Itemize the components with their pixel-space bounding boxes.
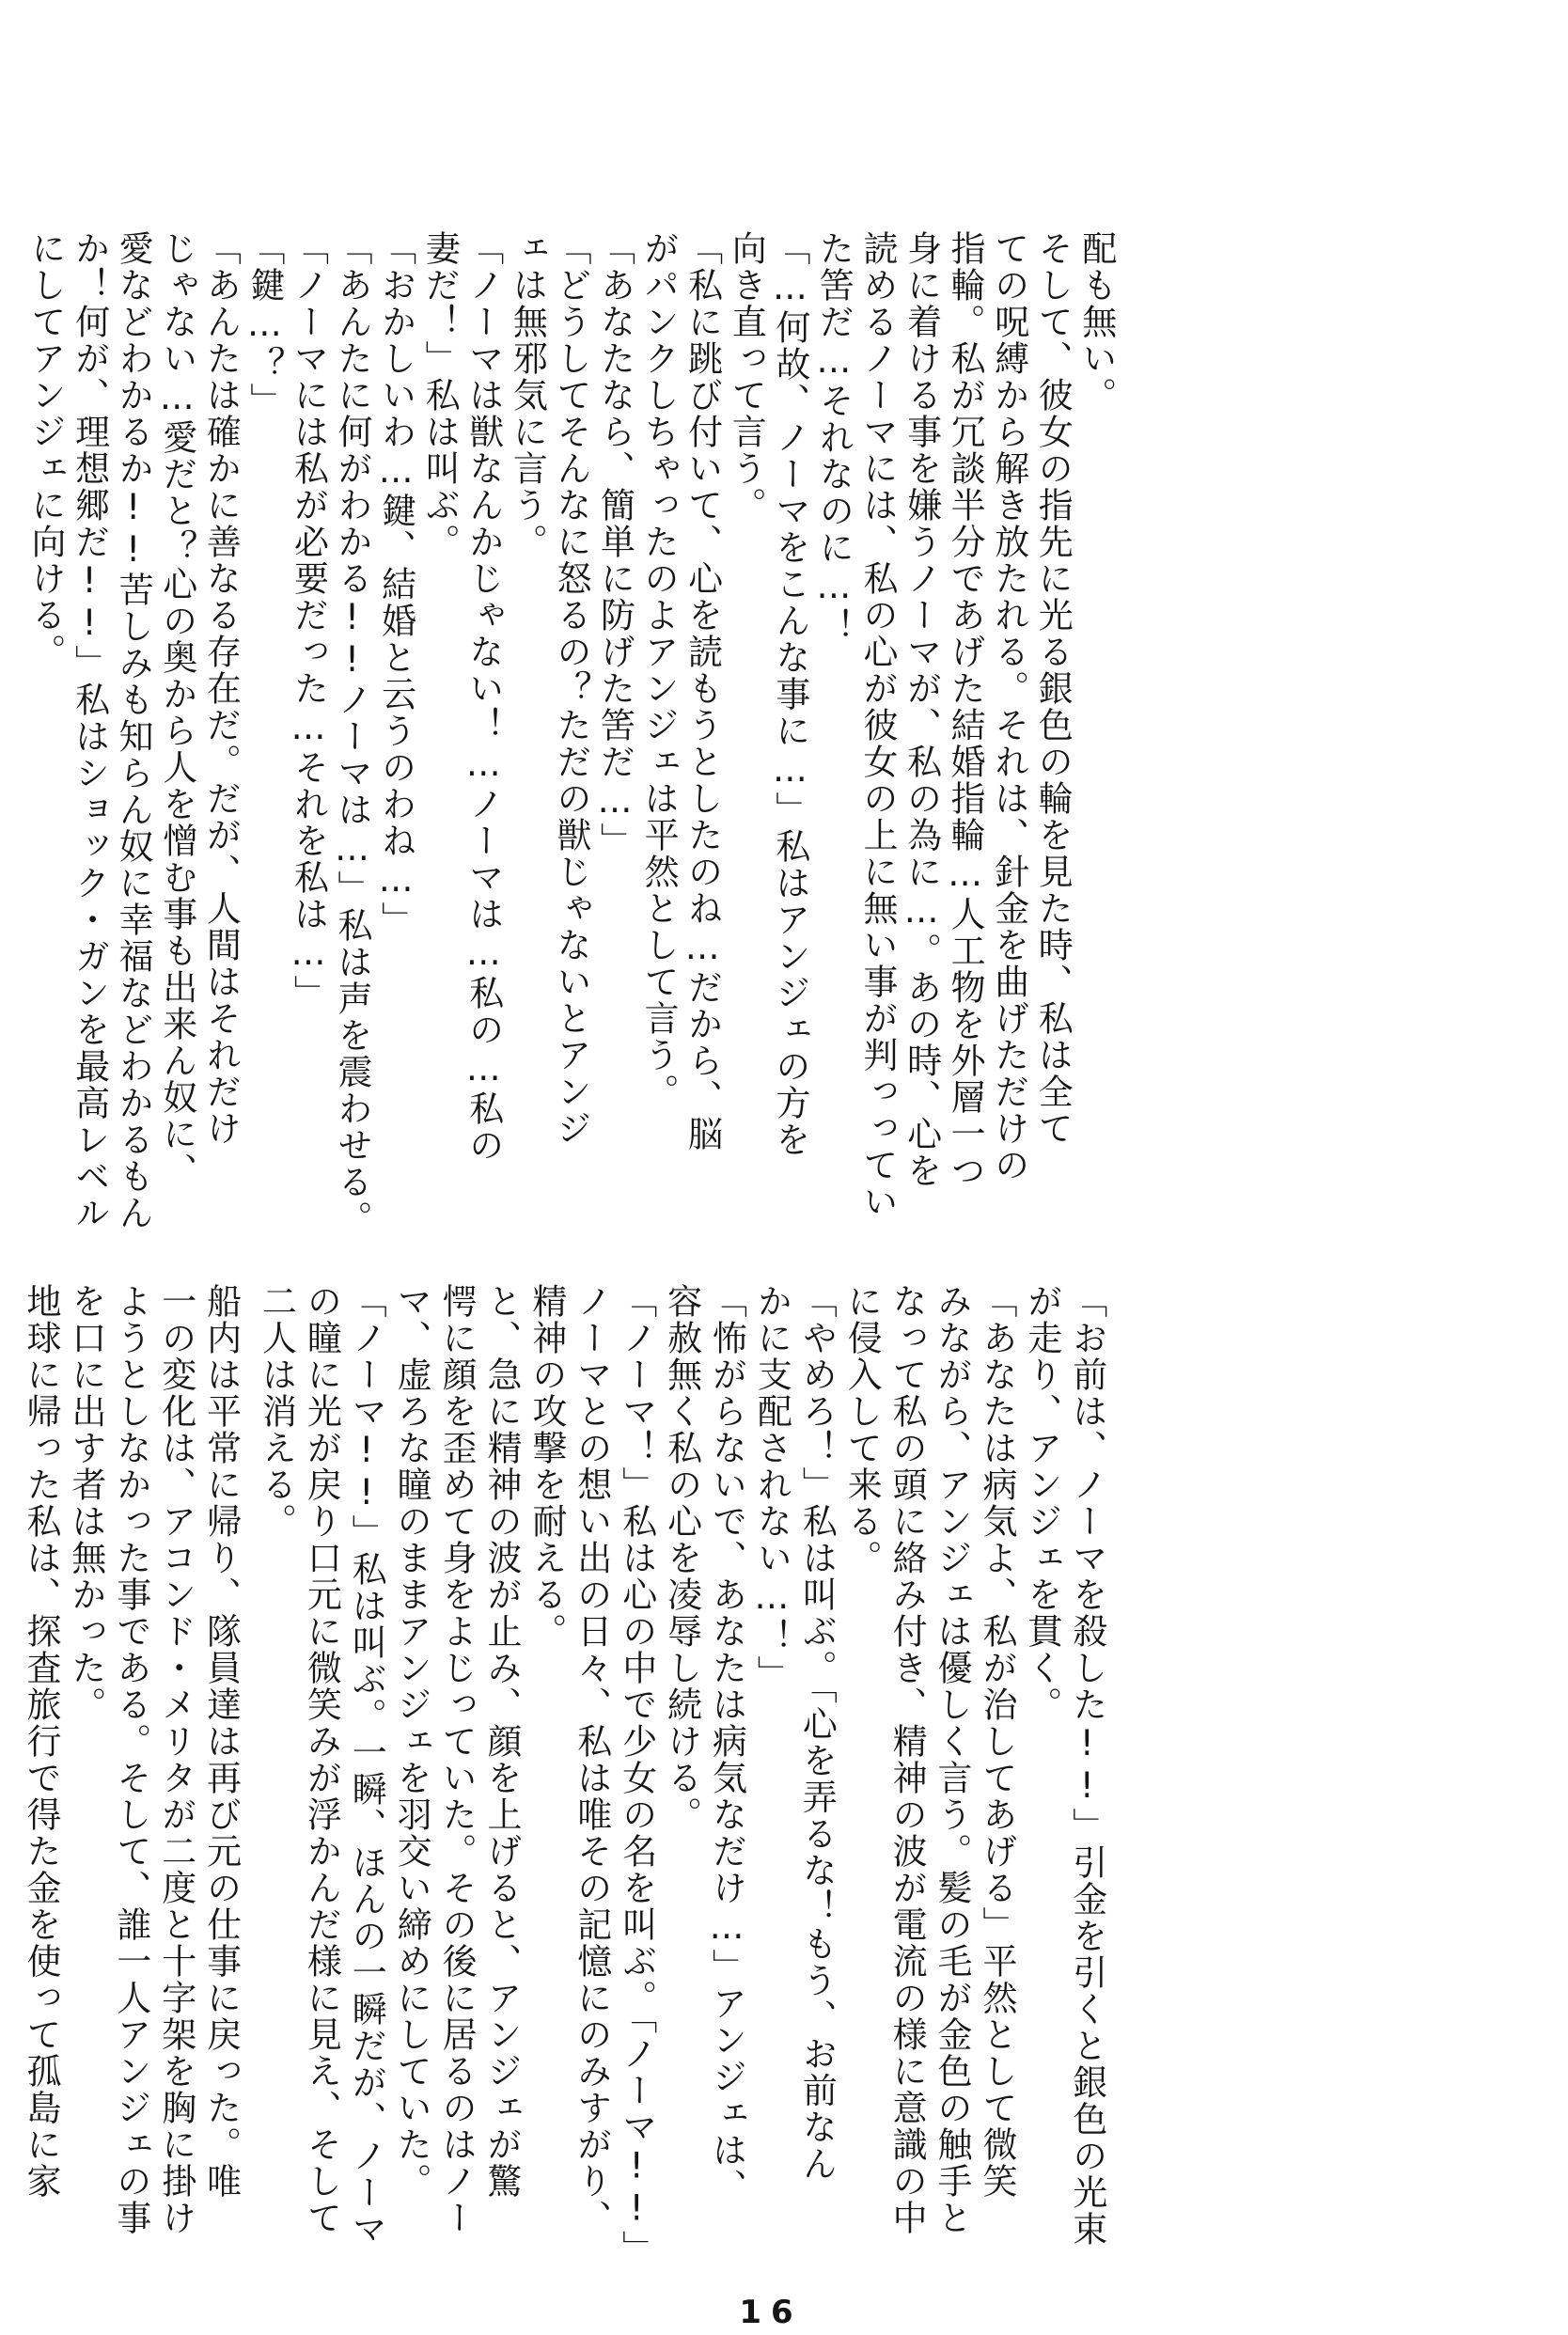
text-column: 「ノーマは獣なんかじゃない！…ノーマは…私の…私の — [463, 230, 504, 1164]
text-column: 「ノーマ!!」私は叫ぶ。一瞬、ほんの一瞬だが、ノーマ — [346, 1283, 387, 2248]
text-column: ての呪縛から解き放たれる。それは、針金を曲げただけの — [988, 230, 1029, 1183]
text-column: なって私の頭に絡み付き、精神の波が電流の様に意識の中 — [886, 1283, 928, 2236]
text-column: 「あんたに何がわかる!!ノーマは…」私は声を震わせる。 — [332, 230, 373, 1237]
text-column: 「ノーマには私が必要だった…それを私は…」 — [288, 230, 329, 1011]
text-column: の瞳に光が戻り口元に微笑みが浮かんだ様に見え、そして — [301, 1283, 342, 2236]
text-column: 地球に帰った私は、探査旅行で得た金を使って孤島に家 — [21, 1283, 61, 2200]
text-column: 「どうしてそんなに怒るの？ただの獣じゃないとアンジ — [550, 230, 591, 1147]
text-column: 妻だ！」私は叫ぶ。 — [419, 230, 461, 560]
text-column: 愛などわかるか!!苦しみも知らん奴に幸福などわかるもん — [113, 230, 154, 1231]
text-column: ェは無邪気に言う。 — [507, 230, 548, 560]
text-column: 一の変化は、アコンド・メリタが二度と十字架を胸に掛け — [155, 1283, 196, 2236]
text-column: 「私に跳び付いて、心を読もうとしたのね…だから、脳 — [682, 230, 723, 1152]
text-column: 「…何故、ノーマをこんな事に…」私はアンジェの方を — [769, 230, 810, 1158]
text-column: 「あんたは確かに善なる存在だ。だが、人間はそれだけ — [200, 230, 242, 1147]
page-number: 16 — [739, 2294, 803, 2331]
text-column: た筈だ…それなのに…！ — [813, 230, 855, 645]
text-column: ノーマとの想い出の日々、私は唯その記憶にのみすがり、 — [571, 1283, 612, 2236]
text-column: 「ノーマ！」私は心の中で少女の名を叫ぶ。「ノーマ!!」 — [616, 1283, 657, 2267]
upper-text-block — [25, 230, 1117, 1293]
text-column: じゃない…愛だと？心の奥から人を憎む事も出来ん奴に、 — [156, 230, 197, 1189]
text-column: 「鍵…？」 — [243, 230, 285, 419]
text-column: 配も無い。 — [1075, 230, 1117, 414]
text-column: がパンクしちゃったのよアンジェは平然として言う。 — [638, 230, 680, 1110]
text-column: にしてアンジェに向ける。 — [25, 230, 66, 670]
text-column: を口に出す者は無かった。 — [65, 1283, 106, 1723]
text-column: マ、虚ろな瞳のままアンジェを羽交い締めにしていた。 — [391, 1283, 432, 2200]
text-column: ようとしなかった事である。そして、誰一人アンジェの事 — [110, 1283, 151, 2236]
text-column: 「やめろ！」私は叫ぶ。「心を弄るな！もう、お前なん — [796, 1283, 838, 2183]
text-column: 向き直って言う。 — [726, 230, 767, 524]
text-column: 読めるノーマには、私の心が彼女の上に無い事が判っってい — [856, 230, 898, 1220]
text-column: みながら、アンジェは優しく言う。髪の毛が金色の触手と — [932, 1283, 973, 2236]
text-column: 身に着ける事を嫌うノーマが、私の為に…。あの時、心を — [901, 230, 942, 1189]
text-column: 「おかしいわ…鍵、結婚と云うのわね…」 — [375, 230, 416, 938]
text-column: 二人は消える。 — [256, 1283, 297, 1540]
text-column: 「あなたなら、簡単に防げた筈だ…」 — [594, 230, 635, 859]
text-column: 容赦無く私の心を凌辱し続ける。 — [661, 1283, 702, 1833]
text-column: に侵入して来る。 — [841, 1283, 883, 1576]
text-column: 「あなたは病気よ、私が治してあげる」平然として微笑 — [976, 1283, 1017, 2200]
text-column: 愕に顔を歪めて身をよじっていた。その後に居るのはノー — [436, 1283, 478, 2236]
text-column: そして、彼女の指先に光る銀色の輪を見た時、私は全て — [1032, 230, 1074, 1147]
text-column: 精神の攻撃を耐える。 — [525, 1283, 567, 1650]
text-column: と、急に精神の波が止み、顔を上げると、アンジェが驚 — [480, 1283, 522, 2200]
text-column: かに支配されない…！」 — [751, 1283, 792, 1692]
text-column: が走り、アンジェを貫く。 — [1021, 1283, 1062, 1723]
lower-text-block — [21, 1283, 1107, 2267]
text-column: 船内は平常に帰り、隊員達は再び元の仕事に戻った。唯 — [200, 1283, 242, 2200]
text-column: 指輪。私が冗談半分であげた結婚指輪…人工物を外層一つ — [945, 230, 986, 1189]
text-column: か！何が、理想郷だ!!」私はショック・ガンを最高レベル — [69, 230, 110, 1231]
text-column: 「お前は、ノーマを殺した!!」引金を引くと銀色の光束 — [1066, 1283, 1107, 2248]
text-column: 「怖がらないで、あなたは病気なだけ…」アンジェは、 — [706, 1283, 747, 2205]
